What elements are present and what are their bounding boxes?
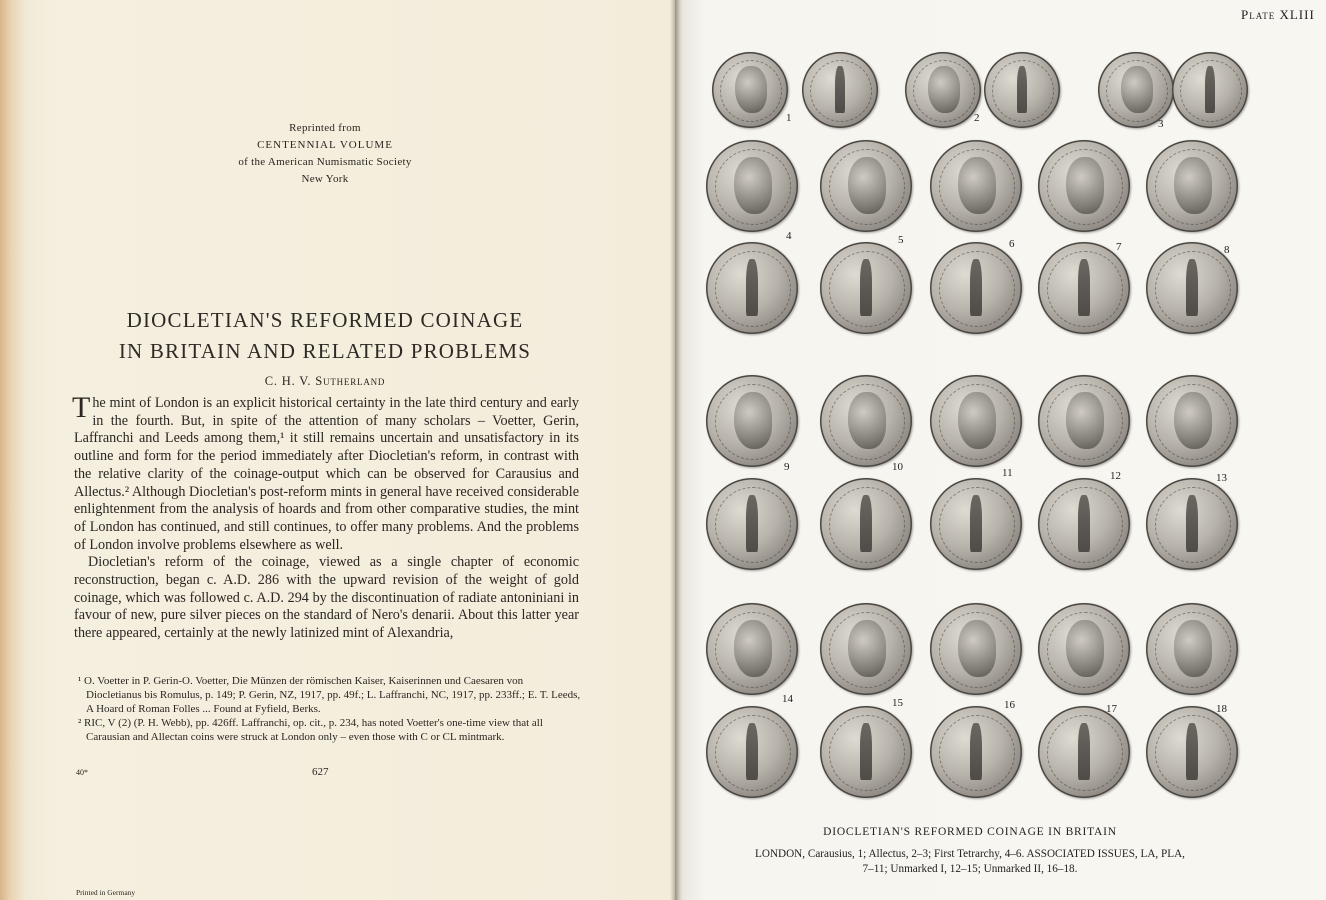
plate-caption: DIOCLETIAN'S REFORMED COINAGE IN BRITAIN xyxy=(823,826,1117,838)
coin-obverse xyxy=(1038,140,1130,232)
coin-reverse xyxy=(820,478,912,570)
coin-reverse xyxy=(706,478,798,570)
coin-reverse xyxy=(1172,52,1248,128)
coin-number: 3 xyxy=(1158,118,1164,130)
coin-number: 17 xyxy=(1106,703,1117,715)
coin-reverse xyxy=(820,242,912,334)
coin-reverse xyxy=(1038,478,1130,570)
reprint-line-1: Reprinted from xyxy=(289,122,361,134)
legend-line-1: LONDON, Carausius, 1; Allectus, 2–3; First Tetrarchy, 4–6. ASSOCIATED ISSUES, LA, PLA, xyxy=(755,848,1185,860)
coin-obverse xyxy=(930,603,1022,695)
coin-number: 14 xyxy=(782,693,793,705)
coin-number: 10 xyxy=(892,461,903,473)
coin-number: 18 xyxy=(1216,703,1227,715)
coin-obverse xyxy=(1146,140,1238,232)
coin-number: 7 xyxy=(1116,241,1122,253)
coin-reverse xyxy=(1038,706,1130,798)
coin-number: 4 xyxy=(786,230,792,242)
coin-obverse xyxy=(905,52,981,128)
coin-reverse xyxy=(1146,478,1238,570)
coin-number: 2 xyxy=(974,112,980,124)
article-title xyxy=(80,305,570,367)
coin-number: 1 xyxy=(786,112,792,124)
article-body xyxy=(72,391,579,643)
plate-label: Plate XLIII xyxy=(1241,7,1315,22)
coin-reverse xyxy=(930,706,1022,798)
book-gutter xyxy=(670,0,680,900)
coin-obverse xyxy=(820,603,912,695)
coin-obverse xyxy=(820,375,912,467)
coin-obverse xyxy=(706,603,798,695)
coin-obverse xyxy=(1098,52,1174,128)
coin-number: 6 xyxy=(1009,238,1015,250)
page-number: 627 xyxy=(312,766,329,778)
coin-reverse xyxy=(930,478,1022,570)
reprint-line-4: New York xyxy=(301,173,349,185)
footnotes xyxy=(76,674,581,744)
coin-number: 11 xyxy=(1002,467,1013,479)
coin-number: 16 xyxy=(1004,699,1015,711)
coin-obverse xyxy=(1146,603,1238,695)
coin-obverse xyxy=(1038,603,1130,695)
title-line-2: IN BRITAIN AND RELATED PROBLEMS xyxy=(118,339,532,363)
coin-number: 15 xyxy=(892,697,903,709)
signature-mark: 40* xyxy=(76,768,88,777)
footnote-1: ¹ O. Voetter in P. Gerin-O. Voetter, Die Münzen der römischen Kaiser, Kaiserinnen und Caesaren von Diocletianus bis Romulus, p. 149; P. Gerin, NZ, 1917, pp. 49f.; L. Laffranchi, NC, 1917, pp. 233ff.; E. T. Leeds, A Hoard of Roman Folles ... Found at Fyfield, Berks. xyxy=(78,675,581,715)
coin-obverse xyxy=(820,140,912,232)
coin-reverse xyxy=(820,706,912,798)
coin-obverse xyxy=(930,375,1022,467)
author xyxy=(80,374,570,389)
coin-reverse xyxy=(706,706,798,798)
footnote-2: ² RIC, V (2) (P. H. Webb), pp. 426ff. Laffranchi, op. cit., p. 234, has noted Voetter's one-time view that all Carausian and Allectan coins were struck at London only – even those with C or CL mintmark. xyxy=(78,717,543,743)
coin-obverse xyxy=(1038,375,1130,467)
coin-reverse xyxy=(706,242,798,334)
coin-reverse xyxy=(1146,706,1238,798)
coin-number: 13 xyxy=(1216,472,1227,484)
coin-number: 12 xyxy=(1110,470,1121,482)
coin-reverse xyxy=(984,52,1060,128)
reprint-line-2: CENTENNIAL VOLUME xyxy=(257,139,393,151)
paragraph-1-text: he mint of London is an explicit historical certainty in the late third century and early in the fourth. But, in spite of the attention of many scholars – Voetter, Gerin, Laffranchi and Leeds among them,¹ it still remains uncertain and unsatisfactory in its outline and form for the period immediately after Diocletian's reform, in contrast with the relative clarity of the coinage-output which can be observed for Carausius and Allectus.² Although Diocletian's post-reform mints in general have received considerable enlightenment from the analysis of hoards and from other comparative studies, the mint of London has continued, and still continues, to offer many problems. And the problems of London involve problems elsewhere as well. xyxy=(74,395,579,553)
coin-obverse xyxy=(930,140,1022,232)
title-line-1: DIOCLETIAN'S REFORMED COINAGE xyxy=(126,308,524,332)
coin-number: 5 xyxy=(898,234,904,246)
coin-reverse xyxy=(802,52,878,128)
reprint-notice xyxy=(200,120,450,188)
printed-note: Printed in Germany xyxy=(76,888,136,897)
coin-number: 8 xyxy=(1224,244,1230,256)
drop-cap: T xyxy=(72,391,91,424)
coin-obverse xyxy=(706,140,798,232)
legend-line-2: 7–11; Unmarked I, 12–15; Unmarked II, 16–18. xyxy=(862,863,1078,875)
author-name: C. H. V. Sutherland xyxy=(264,374,386,388)
plate-legend xyxy=(690,847,1250,877)
paragraph-2: Diocletian's reform of the coinage, viewed as a single chapter of economic reconstruction, began c. A.D. 286 with the upward revision of the weight of gold coinage, which was followed c. A.D. 294 by the discontinuation of radiate antoniniani in favour of new, pure silver pieces on the standard of Nero's denarii. About this latter year there appeared, certainly at the newly latinized mint of Alexandria, xyxy=(74,554,579,642)
reprint-line-3: of the American Numismatic Society xyxy=(238,156,412,168)
coin-obverse xyxy=(706,375,798,467)
coin-obverse xyxy=(1146,375,1238,467)
coin-number: 9 xyxy=(784,461,790,473)
paragraph-1 xyxy=(72,391,579,554)
coin-reverse xyxy=(1038,242,1130,334)
coin-reverse xyxy=(930,242,1022,334)
coin-obverse xyxy=(712,52,788,128)
